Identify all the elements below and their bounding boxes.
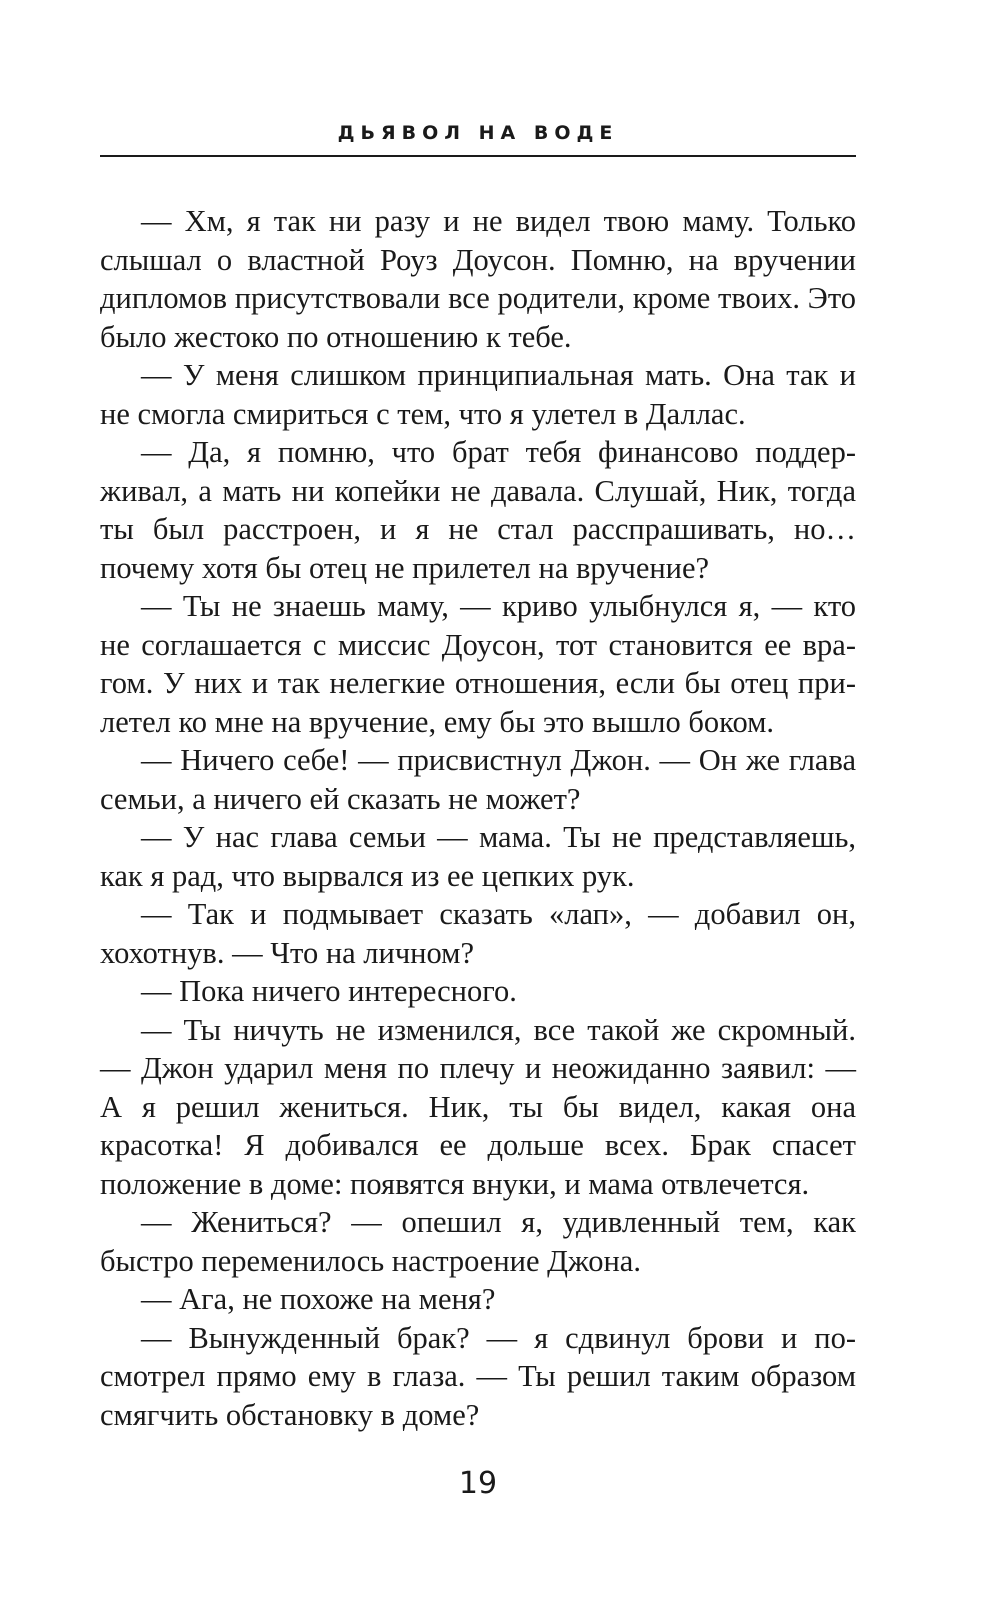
- paragraph: — Ничего себе! — присвистнул Джон. — Он же глава семьи, а ничего ей сказать не может?: [100, 743, 856, 816]
- running-head: ДЬЯВОЛ НА ВОДЕ: [337, 122, 619, 144]
- body-text: [100, 202, 856, 1434]
- paragraph: — Пока ничего интересного.: [141, 974, 517, 1008]
- page-number: 19: [458, 1466, 498, 1501]
- paragraph: — Хм, я так ни разу и не видел твою маму. Только слышал о властной Роуз Доусон. Помню, на вручении дипломов присутствовали все родители, кроме твоих. Это было жестоко по отношению к тебе.: [100, 204, 856, 354]
- paragraph: — Да, я помню, что брат тебя финансово поддерживал, а мать ни копейки не давала. Слушай, Ник, тогда ты был расстроен, и я не стал расспрашивать, но… почему хотя бы отец не прилетел на вручение?: [100, 435, 856, 585]
- paragraph: — Ага, не похоже на меня?: [141, 1282, 496, 1316]
- paragraph: — У меня слишком принципиальная мать. Она так и не смогла смириться с тем, что я улетел в Даллас.: [100, 358, 856, 431]
- paragraph: — Ты не знаешь маму, — криво улыбнулся я, — кто не соглашается с миссис Доусон, тот становится ее врагом. У них и так нелегкие отношения, если бы отец прилетел ко мне на вручение, ему бы это вышло боком.: [100, 589, 856, 739]
- paragraph: — Так и подмывает сказать «лап», — добавил он, хохотнув. — Что на личном?: [100, 897, 856, 970]
- paragraph: — Жениться? — опешил я, удивленный тем, как быстро переменилось настроение Джона.: [100, 1205, 856, 1278]
- paragraph: — Ты ничуть не изменился, все такой же скромный. — Джон ударил меня по плечу и неожиданно заявил: — А я решил жениться. Ник, ты бы видел, какая она красотка! Я добивался ее дольше всех. Брак спасет положение в доме: появятся внуки, и мама отвлечется.: [100, 1012, 856, 1201]
- paragraph: — У нас глава семьи — мама. Ты не представляешь, как я рад, что вырвался из ее цепких рук.: [100, 820, 856, 893]
- header-rule: [100, 155, 856, 157]
- paragraph: — Вынужденный брак? — я сдвинул брови и посмотрел прямо ему в глаза. — Ты решил таким образом смягчить обстановку в доме?: [100, 1320, 856, 1432]
